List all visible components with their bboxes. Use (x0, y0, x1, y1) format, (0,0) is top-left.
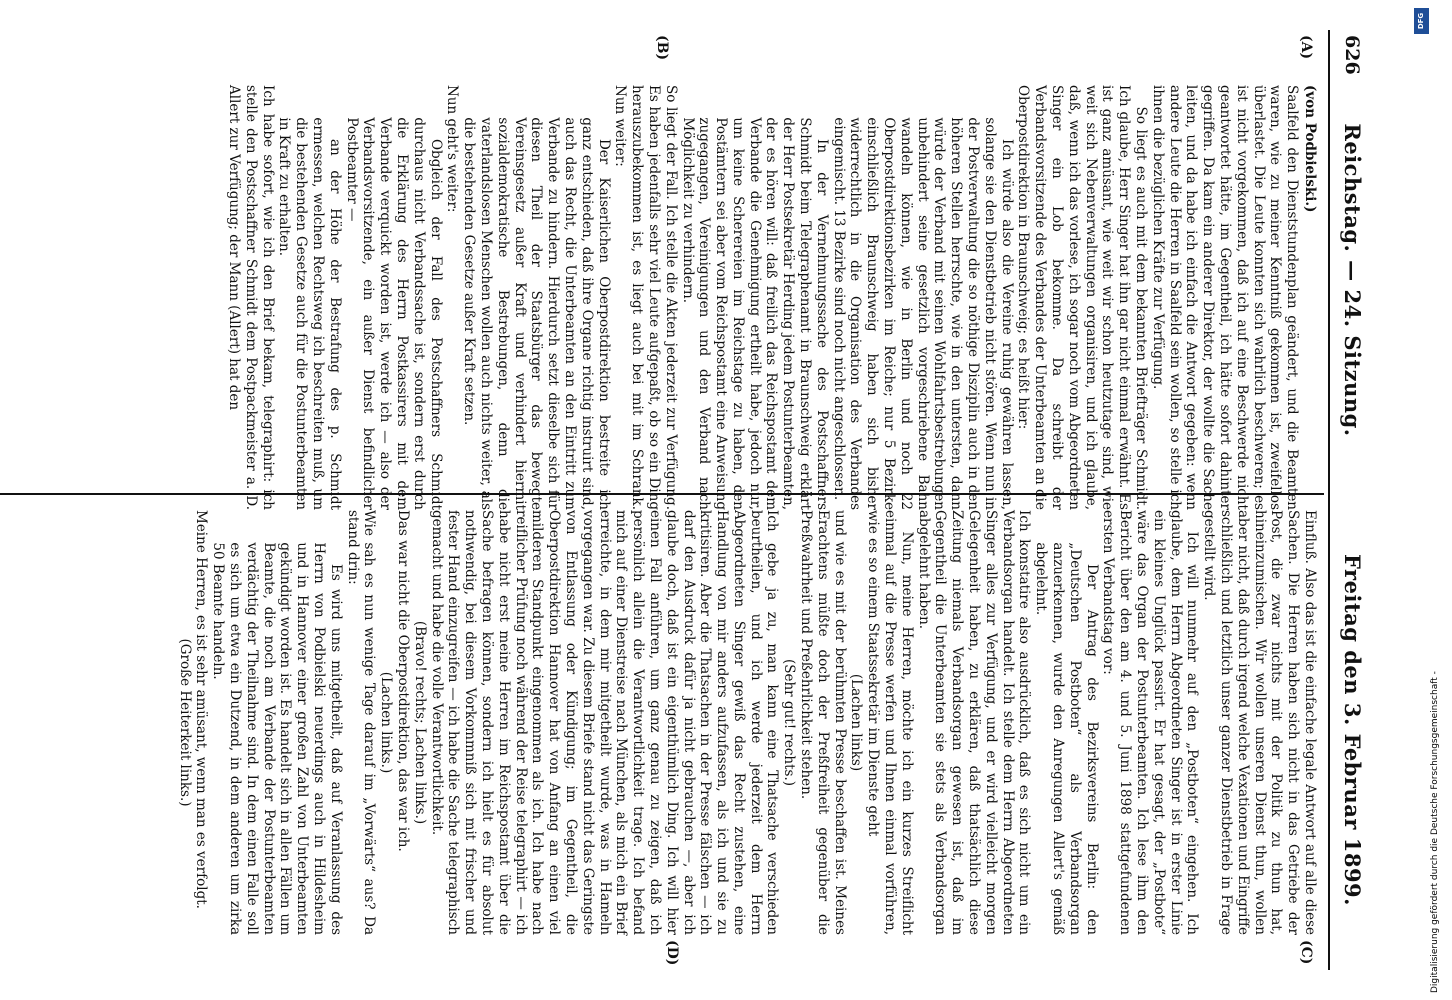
paragraph: Das war nicht die Oberpostdirektion, das war ich. (394, 510, 411, 852)
margin-marker-a: (A) (1298, 35, 1314, 60)
paragraph: Meine Herren, es ist sehr amüsant, wenn man es verfolgt. (193, 510, 210, 909)
margin-marker-d: (D) (664, 940, 680, 966)
paragraph: Ich will nunmehr auf den „Postboten“ eingehen. Ich glaube, dem Herrn Abgeordneten Singer ist in erster Linie ein kleines Unglück passirt. Er hat gesagt, der „Postbote“ wäre das Organ der Postunterbeamten. Ich lese ihm den Bericht über den am 4. und 5. Juni 1898 stattgefundenen ersten Verbandstag vor: (1100, 510, 1201, 935)
paragraph: Nun geht's weiter: (444, 85, 461, 213)
interjection: (Sehr gut! rechts.) (781, 658, 798, 787)
paragraph: Wie sah es nun wenige Tage darauf im „Vorwärts“ aus? Da stand drin: (344, 510, 378, 935)
quoted-paragraph: Es wird uns mitgetheilt, daß auf Veranlassung des Herrn von Podbielski neuerdings auch in Hildesheim und in Hannover einer großen Zahl von Unterbeamten gekündigt worden ist. Es handelt sich in allen Fällen um Beamte, die noch am Verbande der Postunterbeamten verdächtig der Theilnahme sind. In dem einen Falle soll es sich um etwa ein Dutzend, in dem anderen um zirka 50 Beamte handeln. (210, 542, 344, 935)
quoted-paragraph: In der Vernehmungssache des Postschaffners Schmidt beim Telegraphenamt in Braunschweig erklärt der Herr Postsekretär Herding jedem Postunterbeamten, der es hören will: daß freilich das Reichspostamt dem Verbande die Genehmigung ertheilt habe, jedoch nur, um keine Scherereien im Reichstage zu haben, den Postämtern sei aber vom Reichspostamt eine Anweisung zugegangen, Vereinigungen und den Verband nach Möglichkeit zu verhindern. (679, 117, 830, 510)
right-column (176, 510, 1318, 935)
speaker-label: (von Podbielski.) (1302, 85, 1318, 213)
page-number: 626 (1341, 35, 1363, 75)
paragraph: So liegt der Fall. Ich stelle die Akten jederzeit zur Verfügung. Es haben jedenfalls sehr viel Leute aufgepaßt, ob so ein Ding herauszubekommen ist, es liegt auch bei mit im Schrank. Nun weiter: (612, 85, 679, 510)
session-title: Reichstag. — 24. Sitzung. (1340, 123, 1365, 437)
interjection: (Lachen links.) (378, 671, 395, 774)
quoted-paragraph: Der Antrag des Bezirksvereins Berlin: den „Deutschen Postboten“ als Verbandsorgan anzuerkennen, wurde den Anregungen Allert's gemäß abgelehnt. (1033, 542, 1100, 935)
interjection: (Bravo! rechts; Lachen links.) (411, 620, 428, 825)
quoted-paragraph: Der Kaiserlichen Oberpostdirektion bestreite ich ganz entschieden, daß ihre Organe richtig instruirt sind, auch das Recht, die Unterbeamten an den Eintritt zum Verbande zu hindern. Hierdurch setzt dieselbe sich für diesen Theil der Staatsbürger das bewegte Vereinsgesetz außer Kraft und verhindert hiermit sozialdemokratische Bestrebungen, denn die vaterlandslosen Menschen wollen auch nichts weiter, als die bestehenden Gesetze außer Kraft setzen. (461, 117, 612, 510)
date-title: Freitag den 3. Februar 1899. (1340, 554, 1365, 906)
left-column (225, 85, 1318, 510)
interjection: (Lachen links) (848, 673, 865, 772)
digitization-note-text: Digitalisierung gefördert durch die Deutsche Forschungsgemeinschaft - (1430, 671, 1440, 993)
paragraph: Ich gebe ja zu, man kann eine Thatsache verschieden beurtheilen, und ich werde jederzeit dem Herrn Abgeordneten Singer gewiß das Recht zustehen, eine Handlung von mir anders aufzufassen, als ich und sie zu kritisiren. Aber die Thatsachen in der Presse fälschen — ich darf den Ausdruck dafür ja nicht gebrauchen —, aber ich glaube doch, daß ist ein eigenthümlich Ding. Ich will hier einen Fall anführen, um ganz genau zu zeigen, daß ich persönlich allein die Verantwortlichkeit trage. Ich befand mich auf einer Dienstreise nach München, als mich ein Brief erreichte, in dem mir mitgetheilt wurde, was in Hameln vorgegangen war. Zu diesem Briefe stand nicht das Geringste von Entlassung oder Kündigung; im Gegentheil, die Oberpostdirektion Hannover hat von Anfang an einen viel milderen Standpunkt eingenommen als ich. Ich habe nach reiflicher Prüfung noch während der Reise telegraphirt — ich habe nicht erst meine Herren im Reichspostamt über die Sache befragen können, sondern ich hielt es für absolut nothwendig, bei diesem Vorkommniß sich mit frischer und fester Hand einzugreifen — ich habe die Sache telegraphisch gemacht und habe die volle Verantwortlichkeit. (428, 510, 781, 935)
margin-marker-c: (C) (1298, 940, 1314, 965)
paragraph: und wie es mit der berühmten Presse beschaffen ist. Meines Erachtens müßte doch der Preßfreiheit gegenüber die Preßwahrheit und Preßehrlichkeit stehen. (798, 510, 848, 935)
paragraph: Ich konstatire also ausdrücklich, daß es sich nicht um ein Verbandsorgan handelt. Ich stelle dem Herrn Abgeordneten Singer alles zur Verfügung, und er wird vielleicht morgen Gelegenheit haben, zu erklären, daß thatsächlich diese Zeitung niemals Verbandsorgan gewesen ist, daß im Gegentheil die Unterbeamten sie stets als Verbandsorgan abgelehnt haben. (915, 510, 1033, 935)
digitization-note (1412, 8, 1440, 998)
margin-marker-b: (B) (654, 35, 670, 61)
quoted-paragraph: an der Höhe der Bestrafung des p. Schmidt ermessen, welchen Rechtsweg ich beschreiten muß, um die bestehenden Gesetze auch für die Postunterbeamten in Kraft zu erhalten. (276, 117, 343, 510)
paragraph: Ich habe sofort, wie ich den Brief bekam, telegraphirt: ich stelle den Postschaffner Schmidt dem Postpackmeister a. D. Allert zur Verfügung; der Mann (Allert) hat den (226, 85, 276, 510)
page-header (1333, 0, 1365, 1000)
quoted-paragraph: Obgleich der Fall des Postschaffners Schmidt durchaus nicht Verbandssache ist, sondern erst durch die Erklärung des Herrn Postkassirers mit dem Verbande verquickt worden ist, werde ich — also der Verbandsvorsitzende, ein außer Dienst befindlicher Postbeamter — (343, 117, 444, 510)
paragraph: Einfluß. Also das ist die einfache legale Antwort auf alle diese Sachen. Die Herren haben sich nicht in das Getriebe der Post, die zwar nichts mit der Politik zu thun hat, hineinzumischen. Wir wollen unseren Dienst thun, wollen aber nicht, daß durch irgend welche Vexationen und Eingriffe schließlich und letztlich unser ganzer Dienstbetrieb in Frage gestellt wird. (1201, 510, 1318, 935)
paragraph: So liegt es auch mit dem bekannten Briefträger Schmidt. Ich glaube, Herr Singer hat ihn gar nicht einmal erwähnt. Es ist ganz amüsant, wie weit wir schon heutzutage sind, wie weit sich Nebenverwaltungen organisiren, und ich glaube, daß, wenn ich das vorlese, ich sogar noch vom Abgeordneten Singer ein Lob bekomme. Da schreibt der Verbandsvorsitzende des Verbandes der Unterbeamten an die Oberpostdirektion in Braunschweig; es heißt hier: (1015, 85, 1150, 510)
dfg-logo: DFG (1414, 8, 1429, 34)
quoted-paragraph: Ich würde also die Vereine ruhig gewähren lassen, solange sie den Dienstbetrieb nicht stören. Wenn nun in der Postverwaltung die so nöthige Disziplin auch in den höheren Stellen herrschte, wie in den untersten, dann würde der Verband mit seinen Wohlfahrtsbestrebungen unbehindert seine gesetzlich vorgeschriebene Bahn wandeln können, wie in Berlin und noch 22 Oberpostdirektionsbezirken im Reiche; nur 5 Bezirke einschließlich Braunschweig haben sich bisher widerrechtlich in die Organisation des Verbandes eingemischt. 13 Bezirke sind noch nicht angeschlossen. (830, 117, 1015, 510)
interjection: (Große Heiterkeit links.) (176, 638, 193, 807)
header-rule (1328, 30, 1330, 970)
paragraph: Saalfeld den Dienststundenplan geändert, und die Beamten waren, wie zu meiner Kenntniß gekommen ist, zweifellos überlastet. Die Leute konnten sich wahrlich beschweren; es ist nicht vorgekommen, daß ich auf eine Beschwerde nicht geantwortet hätte, im Gegentheil, ich hätte sofort dahinter gegriffen. Da kam ein anderer Direktor, der wollte die Sache leiten, und da habe ich einfach die Antwort gegeben: wenn andere Leute die Herren in Saalfeld sein wollen, so stelle ich ihnen die bezüglichen Kräfte zur Verfügung. (1149, 85, 1301, 510)
paragraph: Nun, meine Herren, möchte ich ein kurzes Streiflicht einmal auf die Presse werfen und Ihnen einmal vorführen, wie es so einem Staatssekretär im Dienste geht (865, 510, 915, 935)
